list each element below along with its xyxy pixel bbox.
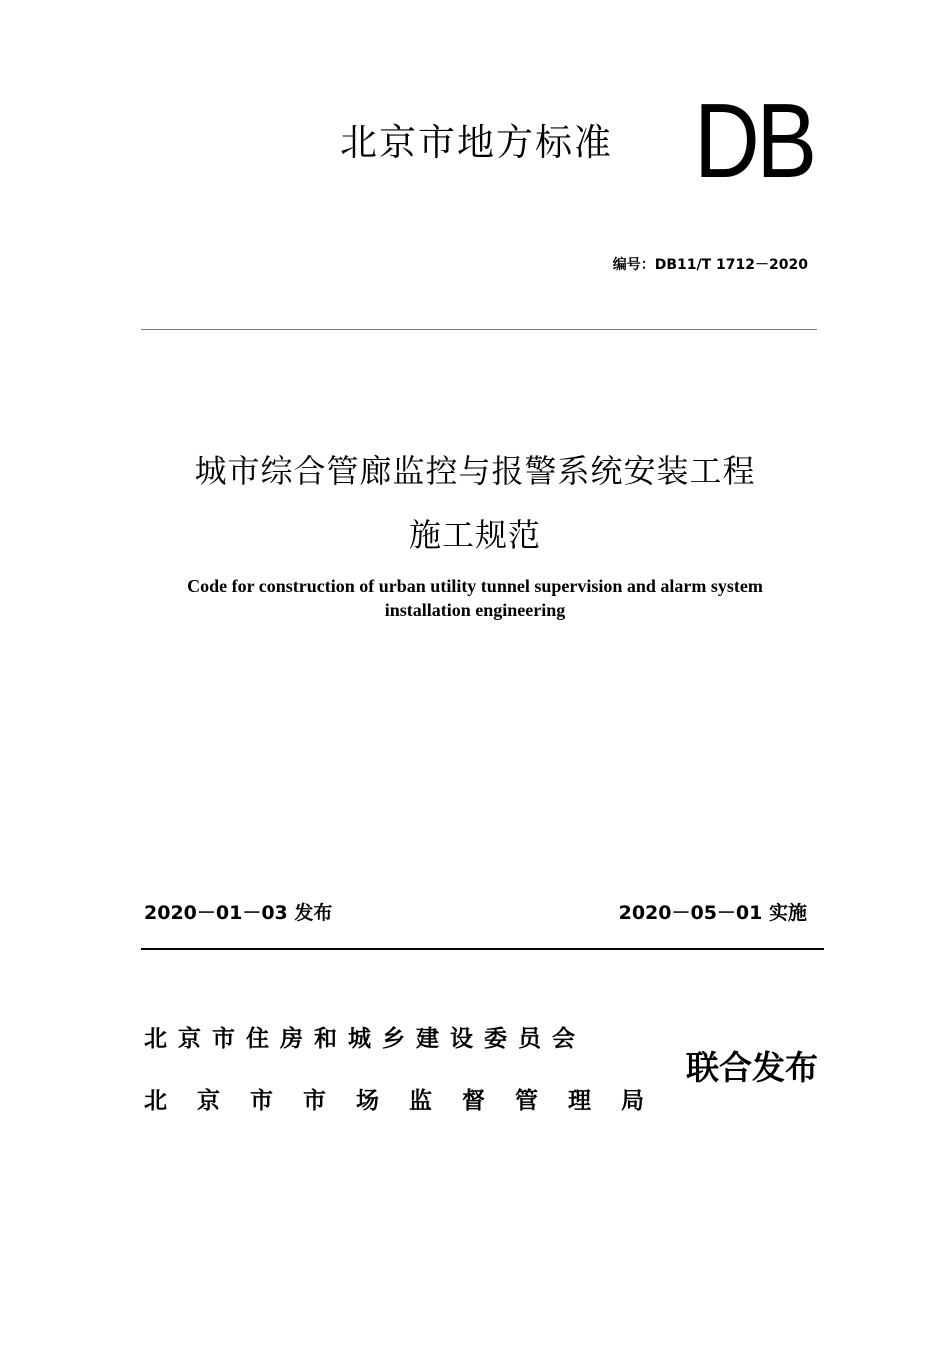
db-logo: DB <box>694 82 814 200</box>
title-en-line2: installation engineering <box>384 600 566 620</box>
standard-type: 北京市地方标准 <box>340 121 613 164</box>
standard-number: 编号：DB11/T 1712－2020 <box>612 257 808 273</box>
implementation-date: 2020－05－01 实施 <box>618 902 807 924</box>
top-divider <box>141 329 817 330</box>
title-zh-line1: 城市综合管廊监控与报警系统安装工程 <box>194 452 756 490</box>
title-zh-line2: 施工规范 <box>408 516 541 554</box>
title-en-line1: Code for construction of urban utility tunnel supervision and alarm system <box>187 576 763 596</box>
joint-release-label: 联合发布 <box>686 1048 818 1087</box>
bottom-divider <box>141 948 824 950</box>
publisher-market-bureau: 北京市市场监督管理局 <box>144 1088 674 1114</box>
publisher-housing-commission: 北京市住房和城乡建设委员会 <box>144 1026 586 1052</box>
issue-date: 2020－01－03 发布 <box>144 902 333 924</box>
